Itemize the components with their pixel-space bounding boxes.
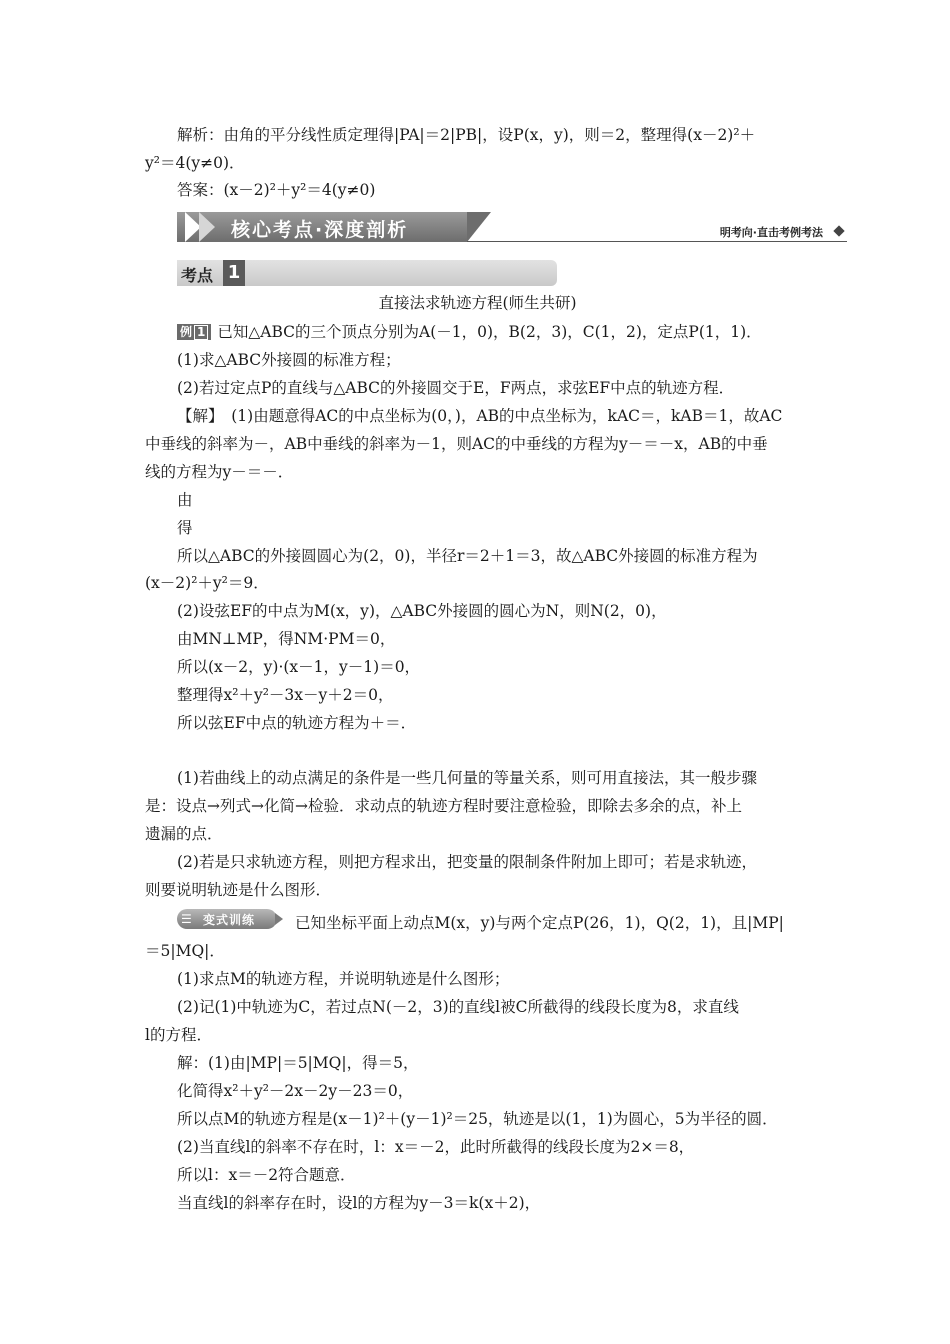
solution-line: 得	[177, 519, 193, 537]
topic-subtitle: 直接法求轨迹方程(师生共研)	[378, 294, 577, 312]
variant-line: l的方程．	[145, 1026, 212, 1044]
variant-line: 化简得x²＋y²－2x－2y－23＝0，	[177, 1082, 414, 1100]
solution-line: 线的方程为y－＝－．	[145, 463, 294, 481]
diamond-icon	[833, 225, 844, 236]
kaodian-number: 1	[223, 260, 245, 286]
variant-line: 已知坐标平面上动点M(x，y)与两个定点P(26，1)，Q(2，1)，且|MP|	[295, 914, 784, 932]
example-tag-label: 例	[180, 325, 193, 339]
method-line: (1)若曲线上的动点满足的条件是一些几何量的等量关系，则可用直接法，其一般步骤	[177, 769, 757, 787]
method-line: 遗漏的点．	[145, 825, 223, 843]
example-line	[177, 322, 810, 342]
solution-line: 整理得x²＋y²－3x－y＋2＝0，	[177, 686, 394, 704]
solution-line: 所以弦EF中点的轨迹方程为＋＝．	[177, 714, 417, 732]
variant-line: 所以点M的轨迹方程是(x－1)²＋(y－1)²＝25，轨迹是以(1，1)为圆心，5为半径的圆．	[177, 1110, 778, 1128]
variant-line: (2)记(1)中轨迹为C，若过点N(－2，3)的直线l被C所截得的线段长度为8，求直线	[177, 998, 739, 1016]
solution-line: 由	[177, 491, 193, 509]
question-2: (2)若过定点P的直线与△ABC的外接圆交于E，F两点，求弦EF中点的轨迹方程．	[177, 379, 735, 397]
analysis-line-1: 解析：由角的平分线性质定理得|PA|＝2|PB|，设P(x，y)，则＝2，整理得(x－2)²＋	[177, 126, 756, 144]
badge-arrow-icon	[275, 913, 283, 925]
variant-training-badge	[177, 908, 283, 930]
solution-line: 【解】 (1)由题意得AC的中点坐标为(0，)，AB的中点坐标为，kAC＝，kAB＝1，故AC	[177, 407, 783, 425]
method-line: (2)若是只求轨迹方程，则把方程求出，把变量的限制条件附加上即可；若是求轨迹，	[177, 853, 757, 871]
banner-title: 核心考点·深度剖析	[231, 219, 409, 241]
solution-line: 由MN⊥MP，得NM·PM＝0，	[177, 630, 396, 648]
banner-rule	[467, 241, 847, 242]
example-tag	[177, 324, 211, 340]
solution-line: 所以(x－2，y)·(x－1，y－1)＝0，	[177, 658, 421, 676]
method-line: 则要说明轨迹是什么图形．	[145, 881, 332, 899]
variant-line: 当直线l的斜率存在时，设l的方程为y－3＝k(x＋2)，	[177, 1194, 541, 1212]
kaodian-label: 考点	[181, 266, 214, 285]
solution-line: 中垂线的斜率为－，AB中垂线的斜率为－1，则AC的中垂线的方程为y－＝－x，AB的中垂	[145, 435, 768, 453]
solution-line: (2)设弦EF的中点为M(x，y)，△ABC外接圆的圆心为N，则N(2，0)，	[177, 602, 667, 620]
variant-line: (2)当直线l的斜率不存在时，l：x＝－2，此时所截得的线段长度为2×＝8，	[177, 1138, 695, 1156]
answer-line: 答案：(x－2)²＋y²＝4(y≠0)	[177, 181, 376, 199]
example-tag-number: 1	[194, 325, 208, 340]
chevron-icon	[199, 212, 215, 242]
kaodian-bar	[177, 260, 557, 286]
section-banner	[177, 212, 847, 244]
example-text: 已知△ABC的三个顶点分别为A(－1，0)，B(2，3)，C(1，2)，定点P(1，1)．	[217, 323, 762, 341]
solution-line: (x－2)²＋y²＝9．	[145, 574, 269, 592]
variant-line: (1)求点M的轨迹方程，并说明轨迹是什么图形；	[177, 970, 510, 988]
question-1: (1)求△ABC外接圆的标准方程；	[177, 351, 401, 369]
badge-label: 变式训练	[203, 913, 256, 927]
banner-subtitle: 明考向·直击考例考法	[719, 226, 823, 239]
analysis-line-2: y²＝4(y≠0)．	[145, 154, 245, 172]
method-line: 是：设点→列式→化简→检验．求动点的轨迹方程时要注意检验，即除去多余的点，补上	[145, 797, 742, 815]
book-icon: ☰	[181, 912, 192, 926]
solution-line: 所以△ABC的外接圆圆心为(2，0)，半径r＝2＋1＝3，故△ABC外接圆的标准方程为	[177, 547, 758, 565]
variant-line: 解：(1)由|MP|＝5|MQ|，得＝5，	[177, 1054, 419, 1072]
variant-line: ＝5|MQ|．	[145, 942, 225, 960]
variant-line: 所以l：x＝－2符合题意．	[177, 1166, 356, 1184]
